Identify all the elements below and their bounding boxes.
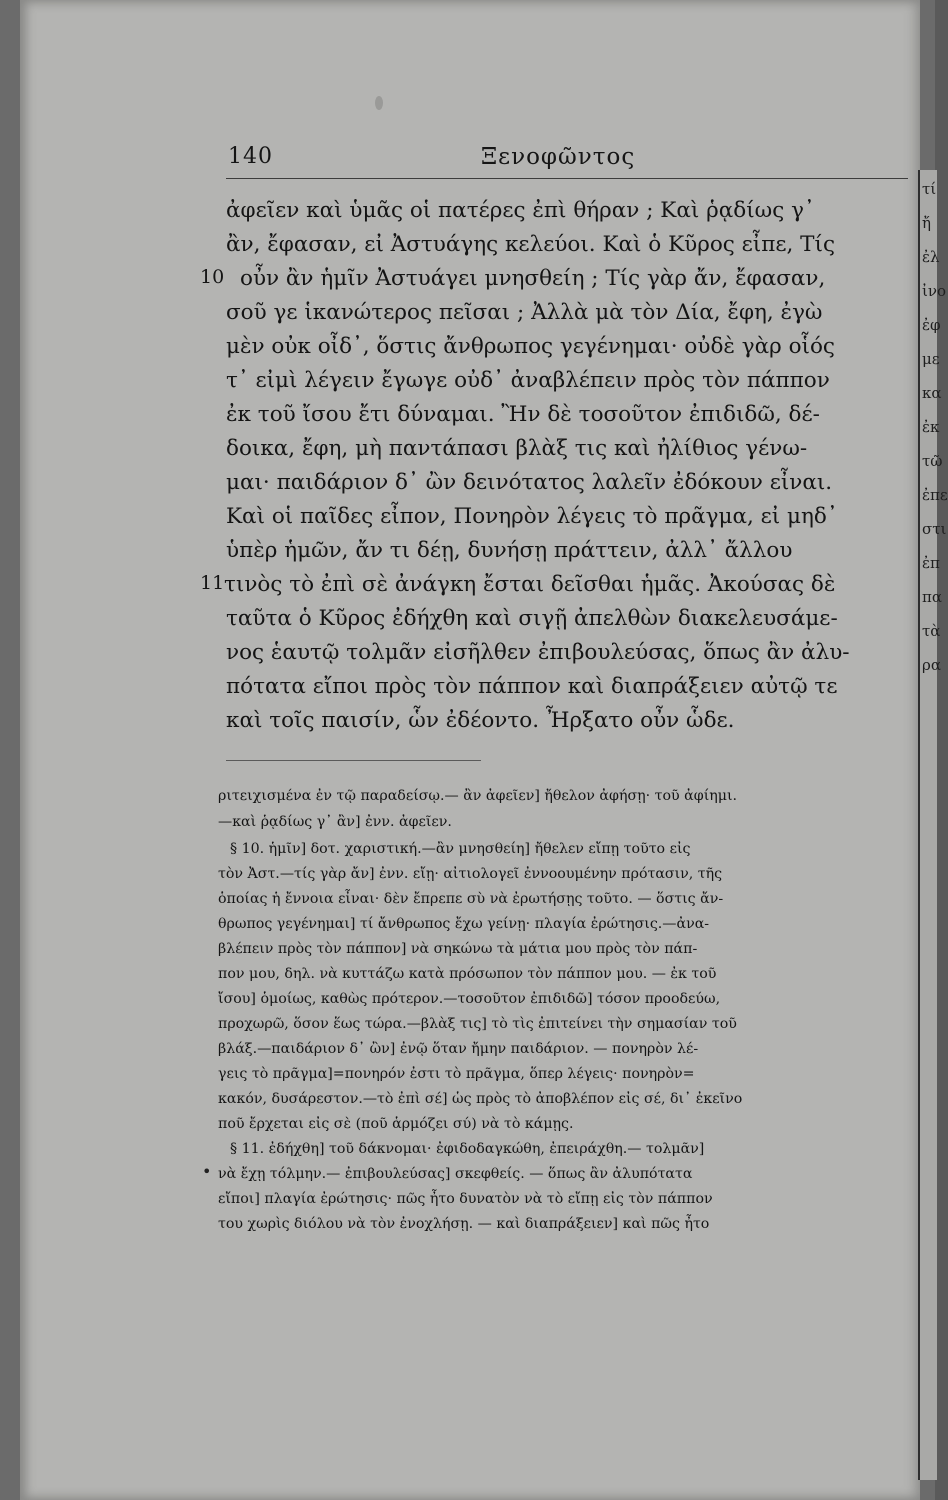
section-number: 11 <box>200 572 225 594</box>
footnote-line: ὁποίας ἡ ἔννοια εἶναι· δὲν ἔπρεπε σὺ νὰ ἐρωτήσῃς τοῦτο. — ὅστις ἄν- <box>218 891 724 907</box>
adjacent-page-fragment: ἰνο <box>922 282 947 300</box>
main-text-line: μαι· παιδάριον δ᾽ ὢν δεινότατος λαλεῖν ἐδόκουν εἶναι. <box>226 470 833 495</box>
main-text-line: ὑπὲρ ἡμῶν, ἄν τι δέῃ, δυνήσῃ πράττειν, ἀλλ᾽ ἄλλου <box>226 538 793 563</box>
main-text-line: πότατα εἴποι πρὸς τὸν πάππον καὶ διαπράξειεν αὐτῷ τε <box>226 674 838 699</box>
footnote-line: ποῦ ἔρχεται εἰς σὲ (ποῦ ἁρμόζει σύ) νὰ τὸ κάμῃς. <box>218 1116 574 1132</box>
main-text-line: τ᾽ εἰμὶ λέγειν ἔγωγε οὐδ᾽ ἀναβλέπειν πρὸς τὸν πάππον <box>226 368 830 393</box>
adjacent-page-fragment: κα <box>922 384 942 402</box>
page-header <box>226 144 908 179</box>
running-title: Ξενοφῶντος <box>481 144 636 170</box>
adjacent-page-fragment: ἐλ <box>922 248 940 266</box>
main-text-line: ταῦτα ὁ Κῦρος ἐδήχθη καὶ σιγῇ ἀπελθὼν διακελευσάμε- <box>226 606 838 631</box>
adjacent-page-fragment: ἐκ <box>922 418 940 436</box>
footnote-line: βλέπειν πρὸς τὸν πάππον] νὰ σηκώνω τὰ μάτια μου πρὸς τὸν πάπ- <box>218 941 698 957</box>
footnote-line: γεις τὸ πρᾶγμα]=πονηρόν ἐστι τὸ πρᾶγμα, ὅπερ λέγεις· πονηρὸν= <box>218 1066 695 1082</box>
footnote-separator <box>226 760 481 761</box>
main-text-line: ἀφεῖεν καὶ ὑμᾶς οἱ πατέρες ἐπὶ θήραν ; Καὶ ῥᾳδίως γ᾽ <box>226 198 815 223</box>
adjacent-page-fragment: τὰ <box>922 622 941 640</box>
footnote-line: —καὶ ῥᾳδίως γ᾽ ἂν] ἐνν. ἀφεῖεν. <box>218 814 452 830</box>
paper-stain <box>375 96 383 110</box>
adjacent-page-fragment: ἐπε <box>922 486 948 504</box>
main-text-line: τινὸς τὸ ἐπὶ σὲ ἀνάγκη ἔσται δεῖσθαι ἡμᾶς. Ἀκούσας δὲ <box>224 572 836 597</box>
adjacent-page-fragment: ἐφ <box>922 316 941 334</box>
footnote-line: εἴποι] πλαγία ἐρώτησις· πῶς ἦτο δυνατὸν νὰ τὸ εἴπῃ εἰς τὸν πάππον <box>218 1191 713 1207</box>
footnote-line: κακόν, δυσάρεστον.—τὸ ἐπὶ σέ] ὡς πρὸς τὸ ἀποβλέπον εἰς σέ, δι᾽ ἐκεῖνο <box>218 1091 743 1107</box>
main-text-line: Καὶ οἱ παῖδες εἶπον, Πονηρὸν λέγεις τὸ πρᾶγμα, εἰ μηδ᾽ <box>226 504 838 529</box>
main-text-line: μὲν οὐκ οἶδ᾽, ὅστις ἄνθρωπος γεγένημαι· οὐδὲ γὰρ οἷός <box>226 334 835 359</box>
bullet-mark: • <box>202 1162 212 1181</box>
adjacent-page-fragment: ρα <box>922 656 941 674</box>
adjacent-page-fragment: ἐπ <box>922 554 940 572</box>
footnote-line: ριτειχισμένα ἐν τῷ παραδείσῳ.— ἂν ἀφεῖεν] ἤθελον ἀφήσῃ· τοῦ ἀφίημι. <box>218 788 738 804</box>
adjacent-page-fragment: ἤ <box>922 214 931 232</box>
main-text-line: οὖν ἂν ἡμῖν Ἀστυάγει μνησθείη ; Τίς γὰρ ἄν, ἔφασαν, <box>240 266 826 291</box>
adjacent-page-fragment: τί <box>922 180 937 198</box>
footnote-line: ἴσου] ὁμοίως, καθὼς πρότερον.—τοσοῦτον ἐπιδιδῶ] τόσον προοδεύω, <box>218 991 721 1007</box>
section-number: 10 <box>200 266 225 288</box>
adjacent-page-fragment: τῶ <box>922 452 943 470</box>
adjacent-page-edge <box>918 170 948 1480</box>
footnote-line: βλάξ.—παιδάριον δ᾽ ὢν] ἐνῷ ὅταν ἤμην παιδάριον. — πονηρὸν λέ- <box>218 1041 699 1057</box>
footnote-line: νὰ ἔχῃ τόλμην.— ἐπιβουλεύσας] σκεφθείς. — ὅπως ἂν ἀλυπότατα <box>218 1166 693 1182</box>
footnote-line: του χωρὶς διόλου νὰ τὸν ἐνοχλήσῃ. — καὶ διαπράξειεν] καὶ πῶς ἦτο <box>218 1216 710 1232</box>
main-text-line: καὶ τοῖς παισίν, ὧν ἐδέοντο. Ἦρξατο οὖν ὧδε. <box>226 708 735 733</box>
footnote-line: προχωρῶ, ὅσον ἕως τώρα.—βλὰξ τις] τὸ τὶς ἐπιτείνει τὴν σημασίαν τοῦ <box>218 1016 737 1032</box>
footnote-line: θρωπος γεγένημαι] τί ἄνθρωπος ἔχω γείνῃ· πλαγία ἐρώτησις.—ἀνα- <box>218 916 710 932</box>
footnote-line: τὸν Ἀστ.—τίς γὰρ ἄν] ἐνν. εἴῃ· αἰτιολογεῖ ἐννοουμένην πρότασιν, τῆς <box>218 866 723 882</box>
adjacent-page-fragment: με <box>922 350 940 368</box>
main-text-line: νος ἑαυτῷ τολμᾶν εἰσῆλθεν ἐπιβουλεύσας, ὅπως ἂν ἀλυ- <box>226 640 850 665</box>
page-number: 140 <box>228 144 273 169</box>
footnote-line: § 11. ἐδήχθη] τοῦ δάκνομαι· ἐφιδοδαγκώθη, ἐπειράχθη.— τολμᾶν] <box>230 1141 705 1157</box>
adjacent-page-fragment: πα <box>922 588 942 606</box>
main-text-line: ἐκ τοῦ ἴσου ἔτι δύναμαι. Ἢν δὲ τοσοῦτον ἐπιδιδῶ, δέ- <box>226 402 820 427</box>
footnote-line: § 10. ἡμῖν] δοτ. χαριστική.—ἂν μνησθείη] ἤθελεν εἴπῃ τοῦτο εἰς <box>230 841 691 857</box>
main-text-line: ἂν, ἔφασαν, εἰ Ἀστυάγης κελεύοι. Καὶ ὁ Κῦρος εἶπε, Τίς <box>226 232 835 257</box>
main-text-line: δοικα, ἔφη, μὴ παντάπασι βλὰξ τις καὶ ἠλίθιος γένω- <box>226 436 808 461</box>
main-text-line: σοῦ γε ἱκανώτερος πεῖσαι ; Ἀλλὰ μὰ τὸν Δία, ἔφη, ἐγὼ <box>226 300 823 325</box>
footnote-line: πον μου, δηλ. νὰ κυττάζω κατὰ πρόσωπον τὸν πάππον μου. — ἐκ τοῦ <box>218 966 717 982</box>
adjacent-page-fragment: στι <box>922 520 947 538</box>
